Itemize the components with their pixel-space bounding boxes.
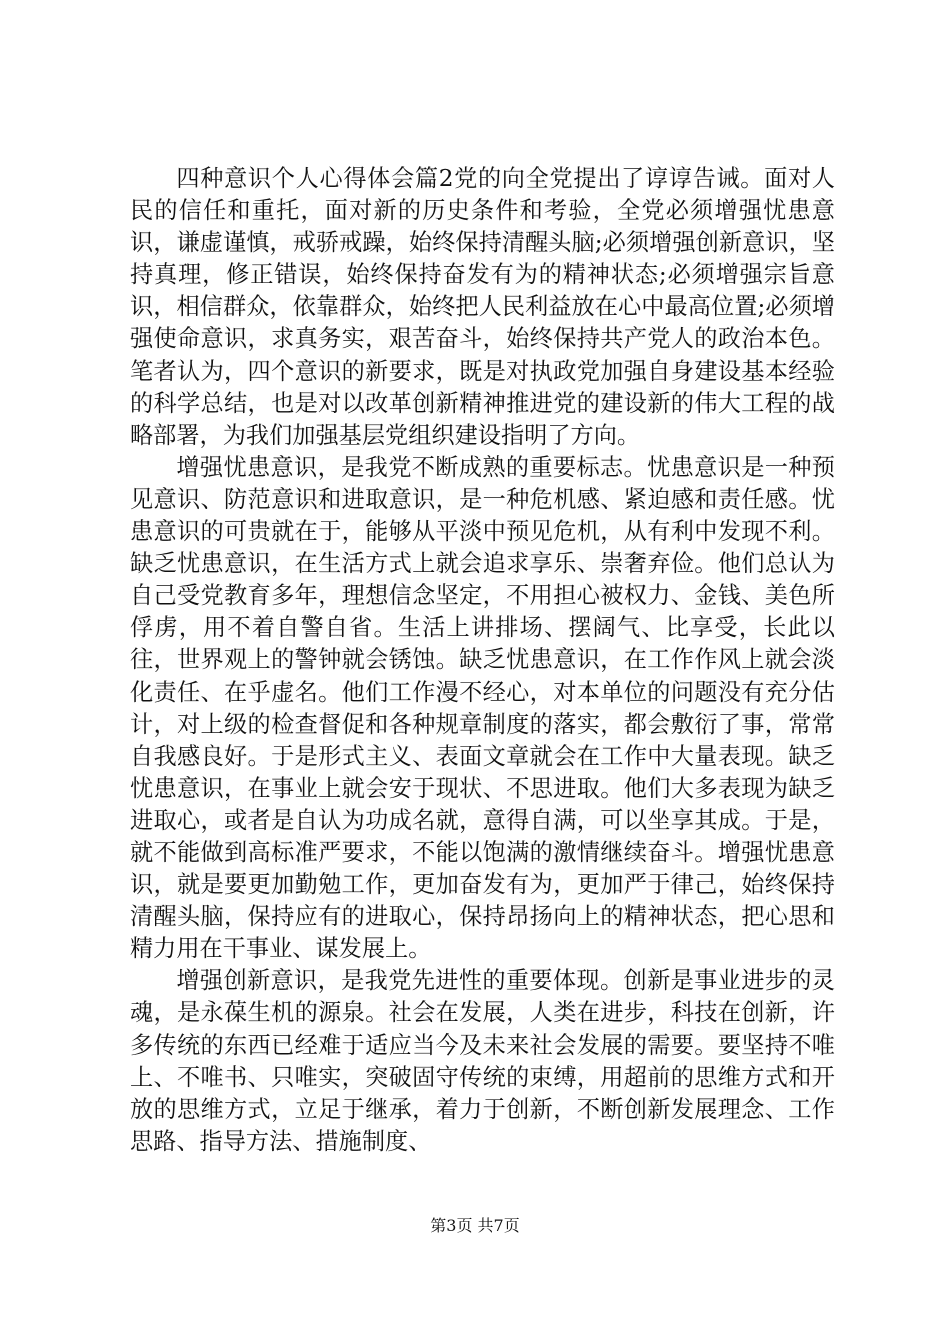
document-body: [130, 163, 835, 1158]
page-number-footer: 第3页 共7页: [430, 1216, 520, 1235]
paragraph-1: 四种意识个人心得体会篇2党的向全党提出了谆谆告诫。面对人民的信任和重托，面对新的历史条件和考验，全党必须增强忧患意识，谦虚谨慎，戒骄戒躁，始终保持清醒头脑;必须增强创新意识，坚持真理，修正错误，始终保持奋发有为的精神状态;必须增强宗旨意识，相信群众，依靠群众，始终把人民利益放在心中最高位置;必须增强使命意识，求真务实，艰苦奋斗，始终保持共产党人的政治本色。笔者认为，四个意识的新要求，既是对执政党加强自身建设基本经验的科学总结，也是对以改革创新精神推进党的建设新的伟大工程的战略部署，为我们加强基层党组织建设指明了方向。: [130, 165, 835, 449]
paragraph-3: 增强创新意识，是我党先进性的重要体现。创新是事业进步的灵魂，是永葆生机的源泉。社会在发展，人类在进步，科技在创新，许多传统的东西已经难于适应当今及未来社会发展的需要。要坚持不唯上、不唯书、只唯实，突破固守传统的束缚，用超前的思维方式和开放的思维方式，立足于继承，着力于创新，不断创新发展理念、工作思路、指导方法、措施制度、: [130, 967, 835, 1155]
paragraph-2: 增强忧患意识，是我党不断成熟的重要标志。忧患意识是一种预见意识、防范意识和进取意识，是一种危机感、紧迫感和责任感。忧患意识的可贵就在于，能够从平淡中预见危机，从有利中发现不利。缺乏忧患意识，在生活方式上就会追求享乐、崇奢弃俭。他们总认为自己受党教育多年，理想信念坚定，不用担心被权力、金钱、美色所俘虏，用不着自警自省。生活上讲排场、摆阔气、比享受，长此以往，世界观上的警钟就会锈蚀。缺乏忧患意识，在工作作风上就会淡化责任、在乎虚名。他们工作漫不经心，对本单位的问题没有充分估计，对上级的检查督促和各种规章制度的落实，都会敷衍了事，常常自我感良好。于是形式主义、表面文章就会在工作中大量表现。缺乏忧患意识，在事业上就会安于现状、不思进取。他们大多表现为缺乏进取心，或者是自认为功成名就，意得自满，可以坐享其成。于是，就不能做到高标准严要求，不能以饱满的激情继续奋斗。增强忧患意识，就是要更加勤勉工作，更加奋发有为，更加严于律己，始终保持清醒头脑，保持应有的进取心，保持昂扬向上的精神状态，把心思和精力用在干事业、谋发展上。: [130, 453, 835, 963]
